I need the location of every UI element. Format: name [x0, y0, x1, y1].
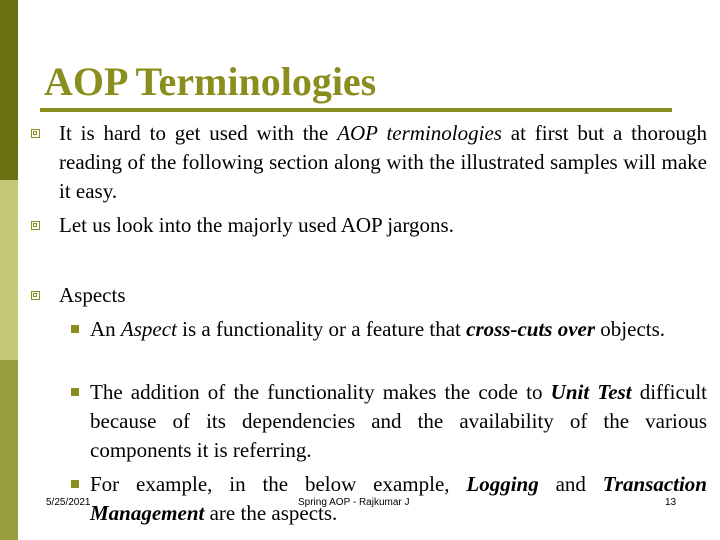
square-bullet-icon [31, 129, 40, 138]
sub-1-text-a: An [90, 317, 121, 341]
footer-author: Spring AOP - Rajkumar J [298, 497, 410, 508]
sub-bullet-2 [90, 378, 707, 465]
bullet-paragraph-2 [59, 211, 707, 240]
sub-2-text-a: The addition of the functionality makes the code to [90, 380, 551, 404]
sub-1-emphasis-b: cross-cuts over [466, 317, 596, 341]
slide-title: AOP Terminologies [44, 59, 377, 104]
sub-3-text-b: and [538, 472, 603, 496]
sub-1-text-b: is a functionality or a feature that [176, 317, 467, 341]
sub-2-emphasis: Unit Test [550, 380, 632, 404]
sub-bullet-1 [90, 315, 707, 344]
filled-square-bullet-icon [71, 480, 79, 488]
sub-3-emphasis-a: Logging [466, 472, 539, 496]
bullet-1-emphasis: AOP terminologies [337, 121, 502, 145]
bullet-1-text: It is hard to get used with the [59, 121, 338, 145]
bullet-heading-aspects [59, 281, 707, 310]
sub-2-text-b: difficult because of its dependencies and the availability of the various components it is referring. [90, 380, 707, 462]
bullet-3-text: Aspects [59, 283, 126, 307]
square-bullet-icon [31, 291, 40, 300]
sub-3-text-a: For example, in the below example, [90, 472, 467, 496]
sub-3-text-c: are the aspects. [204, 501, 338, 525]
filled-square-bullet-icon [71, 325, 79, 333]
bullet-1-text-rest: at first but a thorough reading of the following section along with the illustrated samples will make it easy. [59, 121, 708, 203]
sub-1-emphasis-a: Aspect [120, 317, 177, 341]
bullet-2-text: Let us look into the majorly used AOP jargons. [59, 213, 454, 237]
footer-date: 5/25/2021 [46, 497, 91, 508]
footer-page-number: 13 [665, 497, 677, 508]
square-bullet-icon [31, 221, 40, 230]
filled-square-bullet-icon [71, 388, 79, 396]
sub-3-emphasis-b: Transaction Management [90, 472, 707, 525]
bullet-paragraph-1 [59, 119, 707, 206]
sub-1-text-c: objects. [595, 317, 666, 341]
